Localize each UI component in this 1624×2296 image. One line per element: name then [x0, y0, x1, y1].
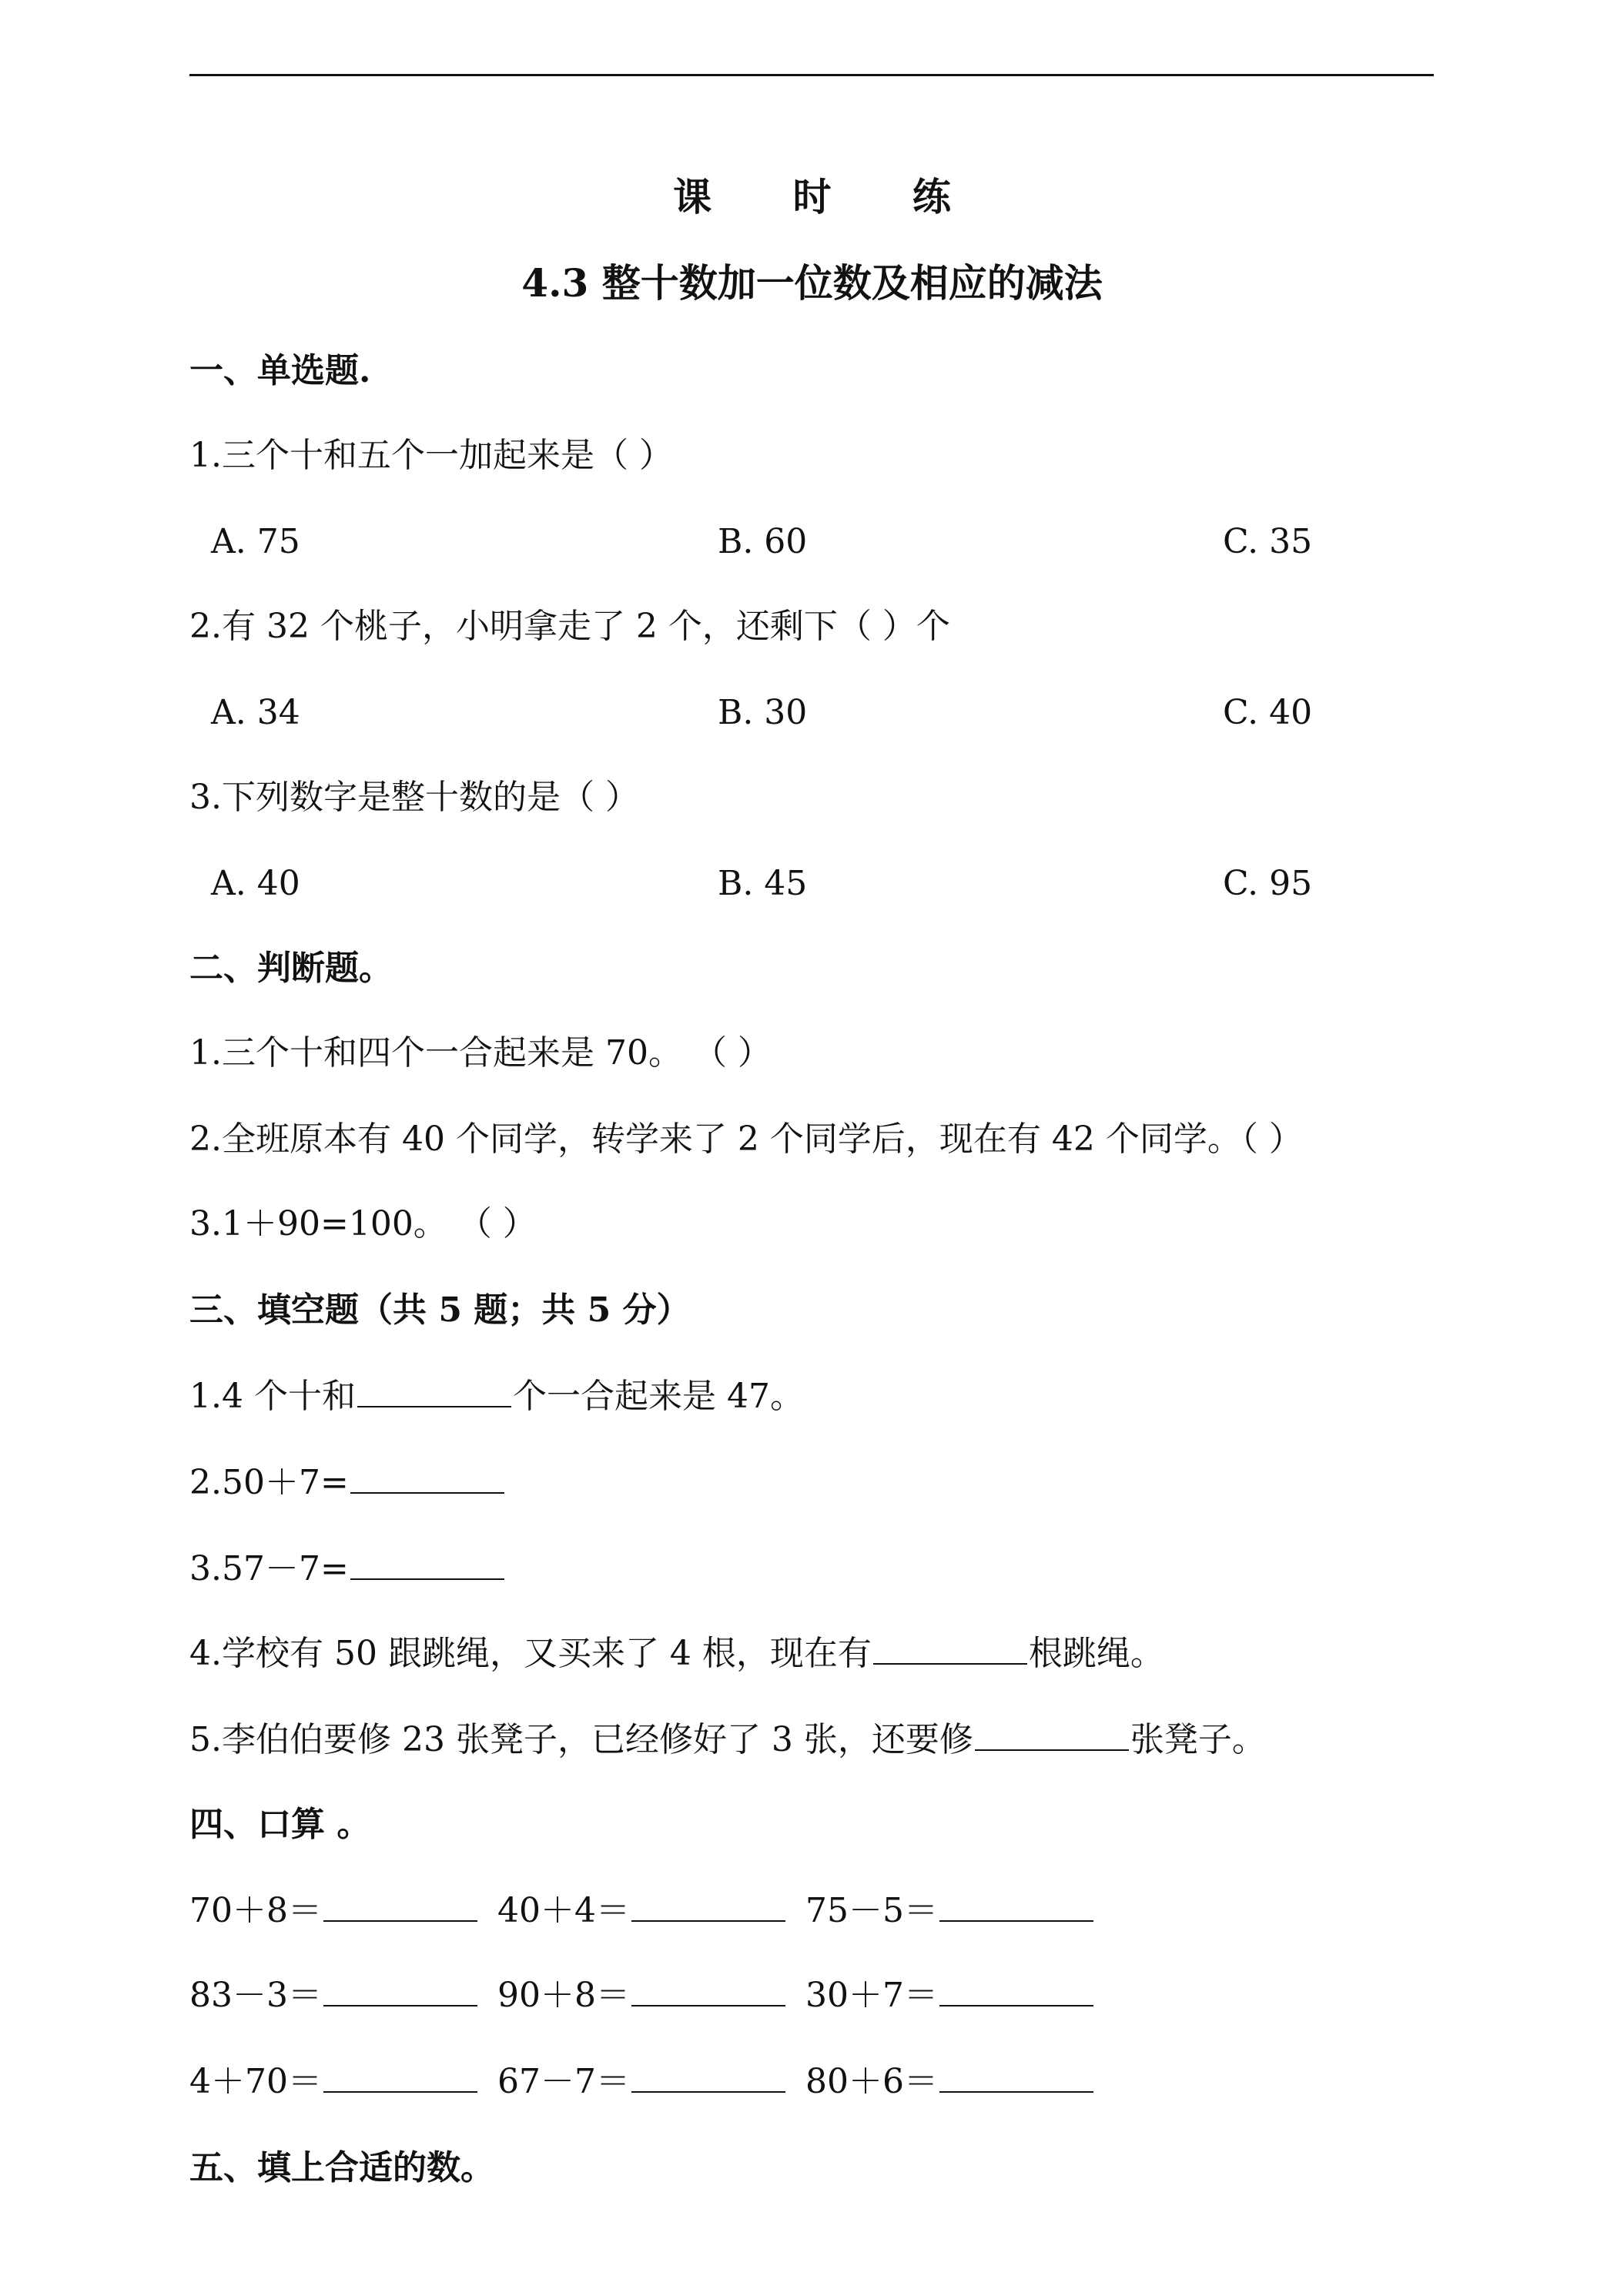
- calc-r3-c1-blank[interactable]: [323, 2060, 477, 2093]
- calc-r3-c3-expr: 80＋6＝: [805, 2062, 938, 2101]
- calc-r1-c2-expr: 40＋4＝: [497, 1891, 630, 1930]
- fill-item-1: [189, 1375, 804, 1418]
- q1-text: 1.三个十和五个一加起来是（ ）: [189, 436, 673, 475]
- calc-r1-c3-expr: 75－5＝: [805, 1891, 938, 1930]
- page-subtitle: 4.3 整十数加一位数及相应的减法: [521, 260, 1103, 306]
- q1-option-b[interactable]: B. 60: [718, 522, 808, 561]
- fill-blank-5[interactable]: [975, 1719, 1129, 1751]
- calc-r3-c3: [805, 2060, 1095, 2104]
- q1-option-c[interactable]: C. 35: [1223, 522, 1313, 561]
- fill-blank-4[interactable]: [873, 1632, 1027, 1665]
- q2-option-c[interactable]: C. 40: [1223, 693, 1313, 732]
- fill-item-5-after: 张凳子。: [1130, 1720, 1266, 1759]
- fill-item-3: [189, 1548, 506, 1591]
- calc-r1-c2: [497, 1889, 787, 1933]
- fill-item-3-before: 3.57－7=: [189, 1549, 349, 1588]
- calc-r2-c3-expr: 30＋7＝: [805, 1976, 938, 2015]
- calc-r2-c2-expr: 90＋8＝: [497, 1976, 630, 2015]
- section5-heading: 五、填上合适的数。: [189, 2148, 494, 2187]
- q2-option-a[interactable]: A. 34: [211, 693, 300, 732]
- fill-item-1-after: 个一合起来是 47。: [512, 1377, 804, 1416]
- fill-item-1-before: 1.4 个十和: [189, 1377, 356, 1416]
- calc-r2-c1: [189, 1974, 479, 2017]
- section4-heading: 四、口算 。: [189, 1805, 371, 1844]
- fill-item-5-before: 5.李伯伯要修 23 张凳子，已经修好了 3 张，还要修: [189, 1720, 973, 1759]
- calc-r1-c3-blank[interactable]: [939, 1889, 1093, 1922]
- fill-item-2-before: 2.50＋7=: [189, 1463, 349, 1502]
- calc-r2-c2-blank[interactable]: [631, 1974, 785, 2006]
- calc-r1-c2-blank[interactable]: [631, 1889, 785, 1922]
- fill-item-5: [189, 1719, 1266, 1762]
- fill-item-4: [189, 1632, 1164, 1675]
- calc-r2-c1-expr: 83－3＝: [189, 1976, 322, 2015]
- calc-r2-c3: [805, 1974, 1095, 2017]
- section2-heading: 二、判断题。: [189, 949, 393, 988]
- calc-r2-c1-blank[interactable]: [323, 1974, 477, 2006]
- page-title: 课 时 练: [673, 174, 985, 219]
- fill-blank-1[interactable]: [357, 1375, 511, 1407]
- calc-r1-c1-blank[interactable]: [323, 1889, 477, 1922]
- fill-item-4-before: 4.学校有 50 跟跳绳，又买来了 4 根，现在有: [189, 1634, 872, 1673]
- fill-blank-3[interactable]: [350, 1548, 504, 1580]
- q3-option-b[interactable]: B. 45: [718, 864, 808, 903]
- calc-r3-c1-expr: 4＋70＝: [189, 2062, 322, 2101]
- calc-r2-c3-blank[interactable]: [939, 1974, 1093, 2006]
- calc-r3-c2: [497, 2060, 787, 2104]
- calc-r3-c2-expr: 67－7＝: [497, 2062, 630, 2101]
- fill-item-2: [189, 1461, 506, 1504]
- calc-r1-c1: [189, 1889, 479, 1933]
- calc-r3-c3-blank[interactable]: [939, 2060, 1093, 2093]
- calc-r1-c3: [805, 1889, 1095, 1933]
- judge-item-1: 1.三个十和四个一合起来是 70。 （ ）: [189, 1033, 772, 1073]
- section3-heading: 三、填空题（共 5 题；共 5 分）: [189, 1290, 691, 1330]
- section1-heading: 一、单选题.: [189, 351, 371, 390]
- q2-option-b[interactable]: B. 30: [718, 693, 808, 732]
- q1-option-a[interactable]: A. 75: [211, 522, 300, 561]
- calc-r2-c2: [497, 1974, 787, 2017]
- calc-r3-c2-blank[interactable]: [631, 2060, 785, 2093]
- q3-option-a[interactable]: A. 40: [211, 864, 300, 903]
- calc-r1-c1-expr: 70＋8＝: [189, 1891, 322, 1930]
- fill-item-4-after: 根跳绳。: [1028, 1634, 1164, 1673]
- q2-text: 2.有 32 个桃子，小明拿走了 2 个，还剩下（ ）个: [189, 607, 950, 646]
- top-rule: [189, 74, 1434, 76]
- judge-item-2: 2.全班原本有 40 个同学，转学来了 2 个同学后，现在有 42 个同学。（ ）: [189, 1120, 1303, 1159]
- judge-item-3: 3.1＋90=100。 （ ）: [189, 1204, 537, 1243]
- fill-blank-2[interactable]: [350, 1461, 504, 1494]
- calc-r3-c1: [189, 2060, 479, 2104]
- q3-text: 3.下列数字是整十数的是（ ）: [189, 778, 639, 817]
- q3-option-c[interactable]: C. 95: [1223, 864, 1313, 903]
